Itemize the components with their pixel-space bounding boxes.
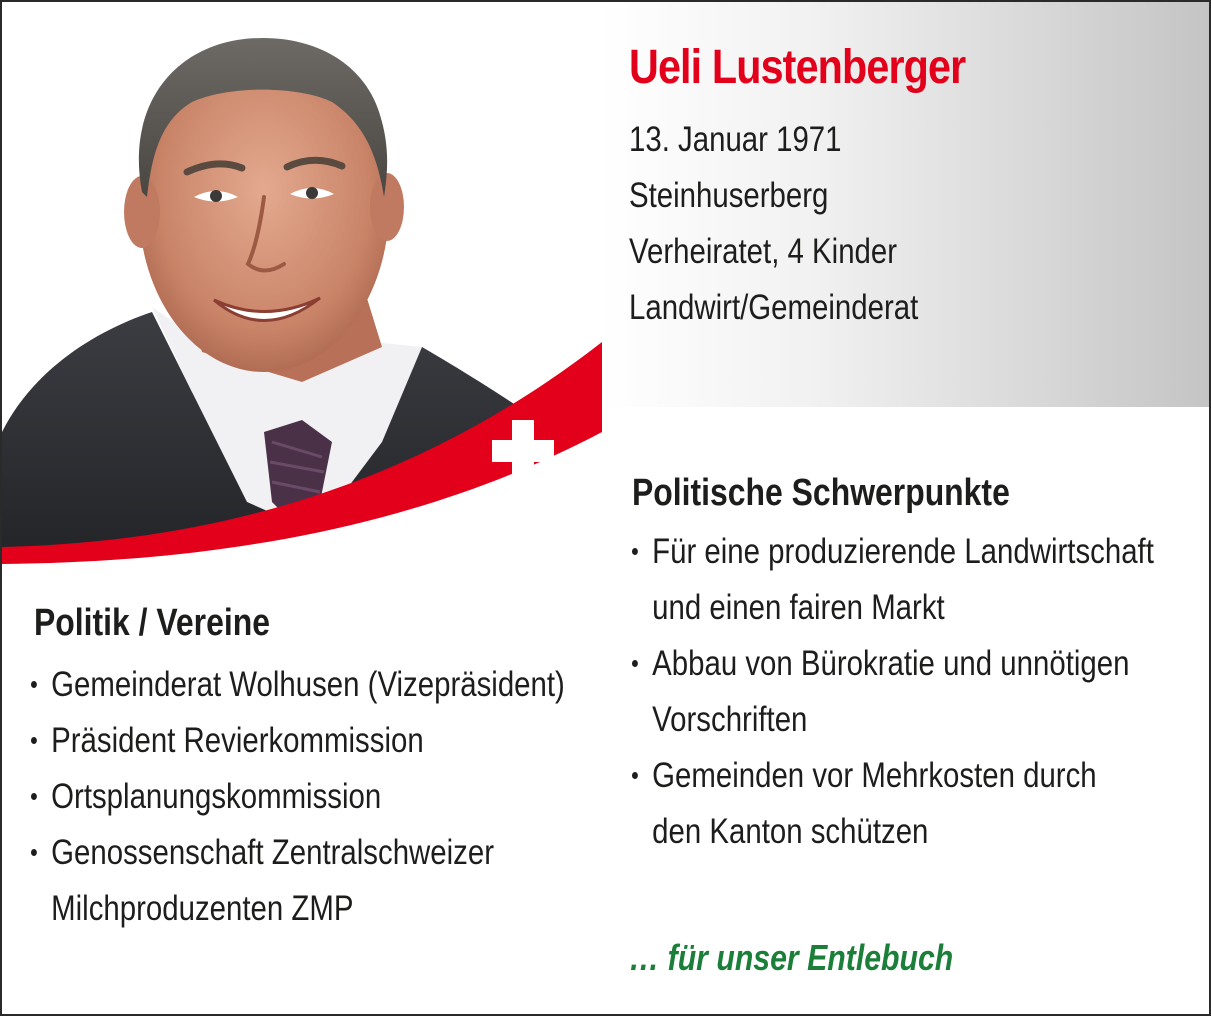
list-item: Präsident Revierkommission [31,713,565,769]
bullet-icon [31,793,37,800]
bullet-icon [31,849,37,856]
list-item-continuation: den Kanton schützen [652,812,929,851]
portrait-photo [2,2,602,572]
list-item: Gemeinden vor Mehrkosten durch [632,748,1154,804]
bullet-icon [31,681,37,688]
schwerpunkte-heading: Politische Schwerpunkte [632,472,1010,514]
list-item: Ortsplanungskommission [31,769,565,825]
list-item: Gemeinderat Wolhusen (Vizepräsident) [31,657,565,713]
schwerpunkte-list [632,524,1211,860]
tagline: … für unser Entlebuch [629,937,954,978]
politik-heading: Politik / Vereine [34,602,270,644]
list-item: Abbau von Bürokratie und unnötigen [632,636,1154,692]
family-status: Verheiratet, 4 Kinder [629,232,898,271]
bullet-icon [632,548,638,555]
list-item-continuation: und einen fairen Markt [652,588,945,627]
bullet-icon [31,737,37,744]
profession: Landwirt/Gemeinderat [629,288,919,327]
list-item: Genossenschaft Zentralschweizer [31,825,565,881]
personal-facts [629,112,973,336]
birthdate: 13. Januar 1971 [629,120,842,159]
place: Steinhuserberg [629,176,829,215]
politik-list [31,657,667,937]
list-item-continuation: Milchproduzenten ZMP [51,889,354,928]
list-item-continuation: Vorschriften [652,700,808,739]
list-item: Für eine produzierende Landwirtschaft [632,524,1154,580]
candidate-name: Ueli Lustenberger [629,41,966,94]
